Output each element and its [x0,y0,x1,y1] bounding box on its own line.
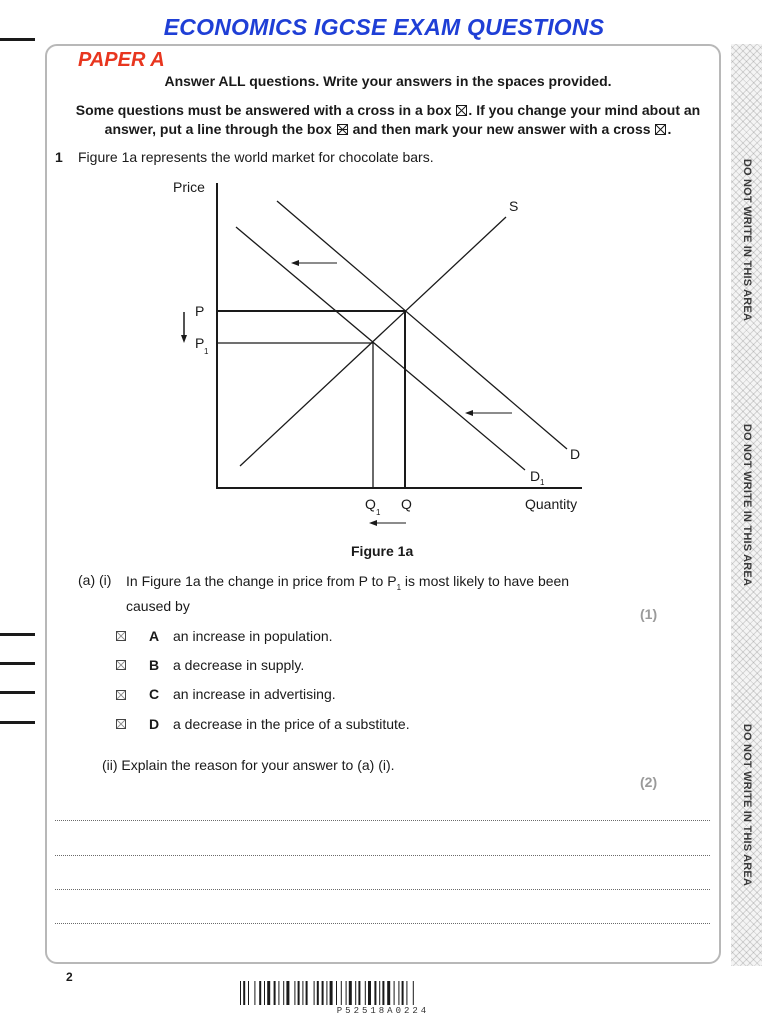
instructions-text-c: and then mark your new answer with a cross [352,121,651,137]
barcode-bar [259,981,261,1005]
option-c-text: an increase in advertising. [173,686,336,702]
margin-warning-middle: DO NOT WRITE IN THIS AREA [740,423,753,587]
barcode-bar [355,981,356,1005]
demand1-subscript: 1 [540,478,545,487]
answer-line-1[interactable] [55,820,710,821]
barcode-bar [394,981,395,1005]
instructions-text-d: . [667,121,672,137]
registration-mark [0,662,35,665]
barcode-bar [254,981,255,1005]
barcode-bar [286,981,289,1005]
option-b-letter: B [149,657,160,673]
barcode-bar [406,981,407,1005]
paper-label: PAPER A [78,49,165,71]
barcode-bar [374,981,376,1005]
barcode-bar [283,981,284,1005]
barcode-bar [326,981,327,1005]
answer-line-2[interactable] [55,855,710,856]
marks-part-a: (1) [640,606,658,622]
quantity-q-label: Q [401,496,412,512]
barcode-bar [298,981,300,1005]
instructions-text-a: Some questions must be answered with a cross in a box [75,102,452,118]
barcode-bar [302,981,303,1005]
barcode-bar [382,981,384,1005]
arrow-head-icon [181,335,187,343]
barcode-bar [398,981,399,1005]
demand-curve-d1 [236,227,525,470]
price-p1-label: P [195,335,205,351]
barcode-bar [314,981,315,1005]
barcode-bar [358,981,360,1005]
barcode-bar [278,981,279,1005]
part-b-question: (ii) Explain the reason for your answer to (a) (i). [102,757,395,773]
barcode-bar [387,981,390,1005]
supply-label: S [509,198,519,214]
marks-part-b: (2) [640,774,658,790]
instructions-text-b: . If you change your mind about an answer, put a line through the box [104,102,701,137]
arrow-head-icon [465,410,473,416]
barcode-bar [264,981,265,1005]
barcode-bar [365,981,366,1005]
part-a-question [126,572,596,615]
option-d-letter: D [149,716,160,732]
barcode-text: P52518A0224 [336,1006,430,1016]
part-a-label: (a) (i) [78,572,112,588]
barcode-bar [248,981,249,1005]
registration-mark [0,38,35,41]
part-a-text-start: In Figure 1a the change in price from P to P [126,573,397,589]
barcode-bar [267,981,270,1005]
barcode-bar [368,981,371,1005]
arrow-head-icon [291,260,299,266]
price-p-label: P [195,303,205,319]
document-title: ECONOMICS IGCSE EXAM QUESTIONS [163,14,605,40]
figure-caption: Figure 1a [351,543,414,559]
option-d-text: a decrease in the price of a substitute. [173,716,410,732]
answer-line-3[interactable] [55,889,710,890]
demand-label: D [570,446,581,462]
option-c-letter: C [149,686,160,702]
barcode-bar [413,981,414,1005]
part-a-text-end: is most likely to have been caused by [126,573,570,614]
option-a-letter: A [149,628,160,644]
answer-line-4[interactable] [55,923,710,924]
question-number: 1 [55,149,63,165]
option-a-checkbox[interactable] [116,631,126,641]
option-b-text: a decrease in supply. [173,657,305,673]
barcode-bar [317,981,319,1005]
quantity-q1-label: Q [365,496,376,512]
demand1-label: D [530,468,541,484]
barcode-bar [240,981,241,1005]
barcode-bar [322,981,324,1005]
barcode-bar [349,981,352,1005]
barcode-bar [306,981,308,1005]
barcode-bar [330,981,333,1005]
price-p1-subscript: 1 [204,347,209,356]
demand-curve [277,201,567,449]
registration-mark [0,721,35,724]
barcode [240,981,524,1005]
option-c-checkbox[interactable] [116,690,126,700]
barcode-bar [341,981,342,1005]
barcode-bar [402,981,404,1005]
quantity-q1-subscript: 1 [376,508,381,517]
barcode-bar [243,981,245,1005]
part-a-subscript: 1 [396,582,402,592]
option-b-checkbox[interactable] [116,660,126,670]
barcode-bar [336,981,337,1005]
quantity-axis-label: Quantity [525,496,578,512]
margin-warning-bottom: DO NOT WRITE IN THIS AREA [740,723,753,887]
registration-mark [0,691,35,694]
barcode-bar [294,981,295,1005]
margin-warning-top: DO NOT WRITE IN THIS AREA [740,158,753,322]
option-d-checkbox[interactable] [116,719,126,729]
barcode-bar [274,981,276,1005]
page-number: 2 [66,970,73,984]
instructions-line-1: Answer ALL questions. Write your answers in the spaces provided. [164,73,612,89]
barcode-bar [346,981,347,1005]
registration-mark [0,633,35,636]
question-text: Figure 1a represents the world market for chocolate bars. [78,149,434,165]
option-a-text: an increase in population. [173,628,333,644]
price-axis-label: Price [173,179,205,195]
barcode-bar [379,981,380,1005]
do-not-write-margin [731,44,762,966]
arrow-head-icon [369,520,377,526]
